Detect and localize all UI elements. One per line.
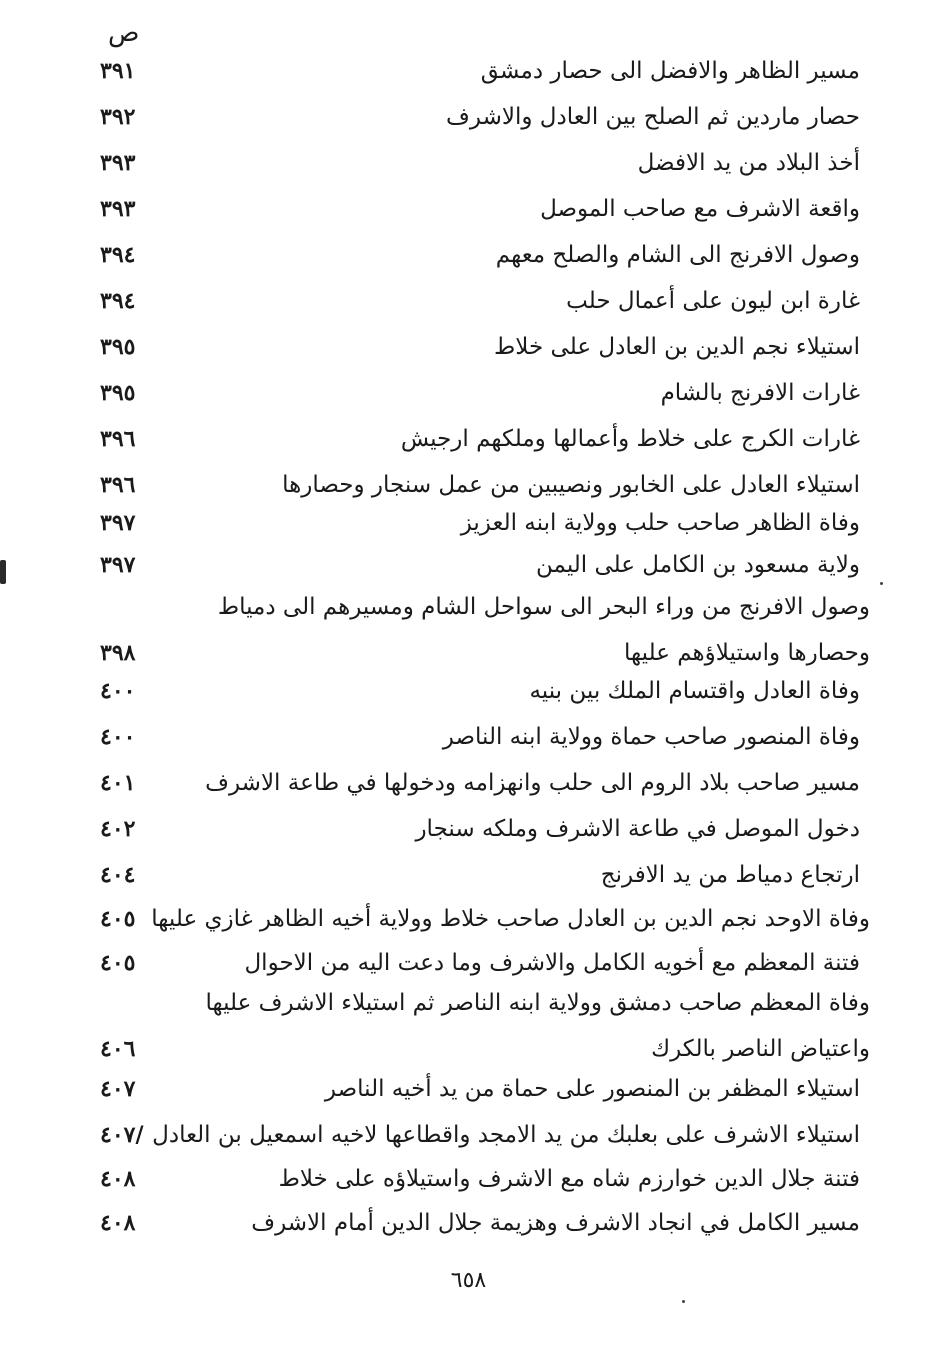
entry-title: وفاة المنصور صاحب حماة وولاية ابنه الناصر xyxy=(442,724,860,750)
entry-title: ولاية مسعود بن الكامل على اليمن xyxy=(536,552,860,578)
entry-page: ٣٩٥ xyxy=(100,334,136,360)
index-entry xyxy=(100,94,860,140)
entry-page: ٤٠٨ xyxy=(100,1166,136,1192)
index-entry xyxy=(100,1112,860,1158)
entry-title: استيلاء العادل على الخابور ونصيبين من عمل سنجار وحصارها xyxy=(282,472,860,498)
entry-page: ٤٠٤ xyxy=(100,862,136,888)
entry-title: وفاة المعظم صاحب دمشق وولاية ابنه الناصر ثم استيلاء الاشرف عليها واعتياض الناصر بالكرك xyxy=(205,990,870,1062)
index-entry xyxy=(100,760,860,806)
index-entry xyxy=(100,232,860,278)
entry-page: ٣٩١ xyxy=(100,58,136,84)
index-entry xyxy=(100,370,860,416)
index-entry xyxy=(100,1066,860,1112)
entry-title: ارتجاع دمياط من يد الافرنج xyxy=(600,862,860,888)
entry-page: ٤٠٠ xyxy=(100,724,136,750)
entry-title: وفاة الظاهر صاحب حلب وولاية ابنه العزيز xyxy=(460,510,860,536)
folio-page-number: ٦٥٨ xyxy=(450,1268,487,1293)
index-entry xyxy=(100,1200,860,1246)
entry-title: وفاة الاوحد نجم الدين بن العادل صاحب خلاط وولاية أخيه الظاهر غازي عليها xyxy=(151,906,870,932)
index-entry xyxy=(100,806,860,852)
speck xyxy=(682,1300,685,1303)
entry-page: ٣٩٦ xyxy=(100,426,136,452)
entry-title: وصول الافرنج الى الشام والصلح معهم xyxy=(495,242,860,268)
entry-page: ٤٠٠ xyxy=(100,678,136,704)
entry-title: غارات الافرنج بالشام xyxy=(660,380,860,406)
entry-title: مسير الظاهر والافضل الى حصار دمشق xyxy=(480,58,860,84)
entry-page: ٣٩٤ xyxy=(100,288,136,314)
index-entry xyxy=(100,980,870,1072)
index-entry xyxy=(100,714,860,760)
entry-page: ٣٩٣ xyxy=(100,150,136,176)
index-entry xyxy=(100,186,860,232)
entry-title: استيلاء نجم الدين بن العادل على خلاط xyxy=(494,334,860,360)
index-entry xyxy=(100,584,870,676)
entry-page: ٣٩٦ xyxy=(100,472,136,498)
index-entry xyxy=(100,324,860,370)
index-entry xyxy=(100,140,860,186)
entry-page: ٣٩٢ xyxy=(100,104,136,130)
entry-title: واقعة الاشرف مع صاحب الموصل xyxy=(540,196,860,222)
entry-page: ٣٩٣ xyxy=(100,196,136,222)
index-entry xyxy=(100,278,860,324)
entry-page: ٤٠٦ xyxy=(100,1036,136,1062)
entry-title: غارات الكرج على خلاط وأعمالها وملكهم ارجيش xyxy=(400,426,860,452)
page-column-header: ص xyxy=(108,18,140,48)
entry-title: مسير الكامل في انجاد الاشرف وهزيمة جلال الدين أمام الاشرف xyxy=(251,1210,860,1236)
index-entry xyxy=(100,668,860,714)
index-entry xyxy=(100,48,860,94)
entry-title: دخول الموصل في طاعة الاشرف وملكه سنجار xyxy=(415,816,860,842)
entry-title: استيلاء الاشرف على بعلبك من يد الامجد واقطاعها لاخيه اسمعيل بن العادل xyxy=(152,1122,860,1148)
entry-title: وصول الافرنج من وراء البحر الى سواحل الشام ومسيرهم الى دمياط وحصارها واستيلاؤهم عليها xyxy=(217,594,870,666)
entry-page: ٤٠٨ xyxy=(100,1210,136,1236)
entry-page: ٤٠٢ xyxy=(100,816,136,842)
entry-title: مسير صاحب بلاد الروم الى حلب وانهزامه ودخولها في طاعة الاشرف xyxy=(205,770,860,796)
entry-page: ٤٠٧ xyxy=(100,1076,136,1102)
entry-title: غارة ابن ليون على أعمال حلب xyxy=(566,288,860,314)
entry-page: ٤٠٥ xyxy=(100,950,136,976)
entry-title: فتنة المعظم مع أخويه الكامل والاشرف وما دعت اليه من الاحوال xyxy=(244,950,860,976)
entry-page: ٤٠١ xyxy=(100,770,136,796)
index-entry xyxy=(100,416,860,462)
index-entry xyxy=(100,542,860,588)
index-entry xyxy=(100,852,860,898)
entry-page: ٤٠٥ xyxy=(100,906,136,932)
entry-title: فتنة جلال الدين خوارزم شاه مع الاشرف واستيلاؤه على خلاط xyxy=(278,1166,860,1192)
entry-page: ٤٠٧/ xyxy=(100,1122,144,1148)
entry-title: وفاة العادل واقتسام الملك بين بنيه xyxy=(529,678,860,704)
entry-page: ٣٩٨ xyxy=(100,640,136,666)
binding-mark xyxy=(0,560,6,584)
index-entry xyxy=(100,500,860,546)
entry-title: حصار ماردين ثم الصلح بين العادل والاشرف xyxy=(446,104,860,130)
entry-page: ٣٩٤ xyxy=(100,242,136,268)
entry-page: ٣٩٧ xyxy=(100,552,136,578)
entry-page: ٣٩٥ xyxy=(100,380,136,406)
speck xyxy=(880,582,883,585)
index-entry xyxy=(100,1156,860,1202)
entry-title: أخذ البلاد من يد الافضل xyxy=(637,150,860,176)
index-entry xyxy=(100,896,870,942)
entry-page: ٣٩٧ xyxy=(100,510,136,536)
entry-title: استيلاء المظفر بن المنصور على حماة من يد أخيه الناصر xyxy=(324,1076,860,1102)
